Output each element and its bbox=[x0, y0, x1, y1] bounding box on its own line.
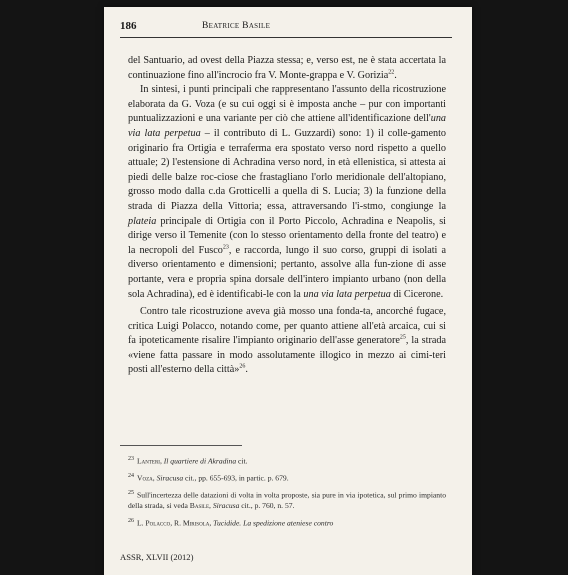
footnote-24: $^{24}$ Voza, Siracusa cit., pp. 655-693, in partic. p. 679. bbox=[128, 473, 289, 483]
paragraph-1: del Santuario, ad ovest della Piazza stessa; e, verso est, ne è stata accertata la continuazione fino all'incrocio fra V. Monte-grappa e V. Gorizia$^{22}$. bbox=[128, 55, 446, 81]
book-page bbox=[104, 7, 472, 575]
footnote-rule bbox=[120, 445, 242, 446]
footnote-ref: 25 bbox=[399, 334, 406, 341]
footnote-ref: 26 bbox=[239, 364, 246, 371]
page-number: 186 bbox=[120, 20, 137, 32]
journal-footer: ASSR, XLVII (2012) bbox=[120, 552, 194, 562]
paragraph-2: In sintesi, i punti principali che rappresentano l'assunto della ricostruzione elaborata da G. Voza (e su cui oggi si è imposta anche – pur con importanti puntualizzazioni e una variante per ciò che attiene all'identificazione dell'una via lata perpetua – il contributo di L. Guzzardi) sono: 1) il colle-gamento originario fra Ortigia e terraferma era spostato verso nord rispetto a quello attuale; 2) l'estensione di Achradina verso nord, in età ellenistica, si attesta ai piedi delle balze roc-ciose che frastagliano l'orlo meridionale dell'altopiano, grosso modo dalla c.da Grotticelli a quella di S. Lucia; 3) la funzione della strada di Piazza della Vittoria; essa, attraversando l'i-stmo, congiunge la plateia principale di Ortigia con il Porto Piccolo, Achradina e Neapolis, si dirige verso il Temenite (con lo stesso orientamento della fronte del teatro) e la necropoli del Fusco$^{23}$, e raccorda, lungo il suo corso, gruppi di isolati a diverso orientamento e dimensioni; pertanto, assolve alla fun-zione di asse portante, vera e propria spina dorsale dell'intero impianto urbano (non della sola Achradina), ed è identificabi-le con la una via lata perpetua di Cicerone. bbox=[128, 84, 446, 300]
footnote-23: $^{23}$ Lanteri, Il quartiere di Akradina cit. bbox=[128, 456, 248, 466]
running-head-author: Beatrice Basile bbox=[202, 21, 271, 31]
paragraph-3: Contro tale ricostruzione aveva già mosso una fonda-ta, ancorché fugace, critica Luigi Polacco, notando come, per quanto attiene all'età arcaica, cui si fa ipoteticamente risalire l'impianto originario dell'asse generatore$^{25}$, la strada «viene fatta passare in modo assolutamente illogico in mezzo ai cimi-teri posti all'esterno della città»$^{26}$. bbox=[128, 306, 446, 376]
header-rule bbox=[120, 37, 452, 38]
footnote-ref: 23 bbox=[222, 244, 229, 251]
footnotes bbox=[128, 454, 446, 533]
footnote-ref: 22 bbox=[388, 69, 395, 76]
footnote-26: $^{26}$ L. Polacco, R. Mirisola, Tucidide. La spedizione ateniese contro bbox=[128, 517, 334, 528]
body-text bbox=[128, 54, 446, 378]
footnote-25: $^{25}$ Sull'incertezza delle datazioni di volta in volta proposte, sia pure in via ipotetica, sul primo impianto della strada, si veda Basile, Siracusa cit., p. 760, n. 57. bbox=[128, 490, 446, 511]
running-header bbox=[120, 20, 452, 33]
